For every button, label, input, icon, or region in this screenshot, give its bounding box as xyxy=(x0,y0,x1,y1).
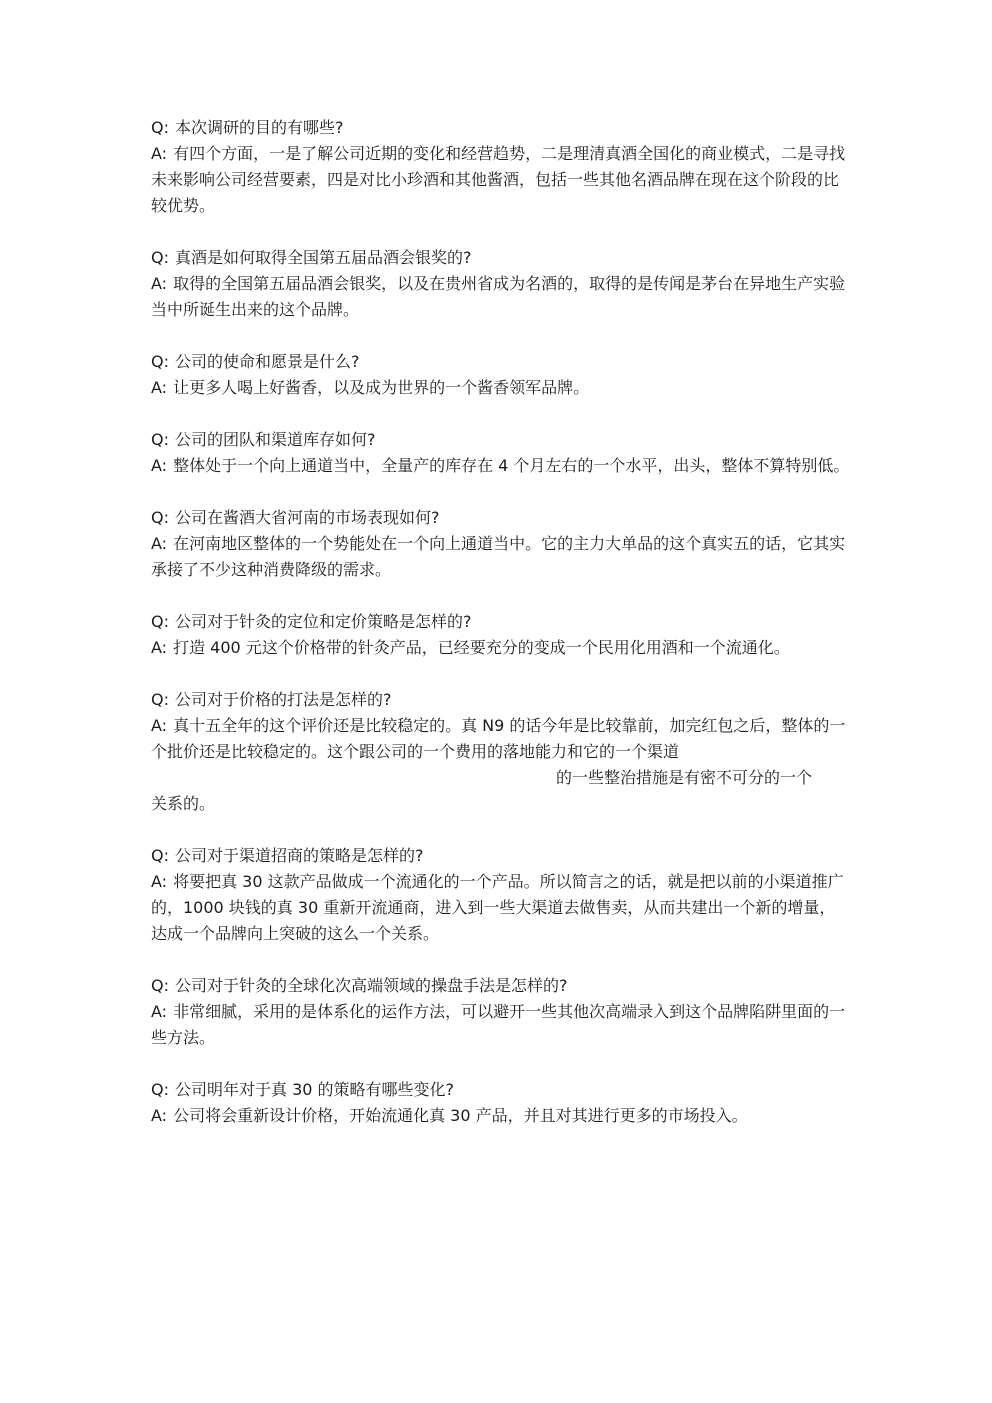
question-line xyxy=(151,973,851,999)
qa-item xyxy=(151,687,851,817)
question-text: 公司的使命和愿景是什么? xyxy=(174,352,360,371)
qa-item xyxy=(151,427,851,479)
answer-text: 非常细腻，采用的是体系化的运作方法，可以避开一些其他次高端录入到这个品牌陷阱里面的一些方法。 xyxy=(151,1002,846,1047)
qa-item xyxy=(151,349,851,401)
question-text: 本次调研的目的有哪些? xyxy=(174,118,344,137)
answer-prefix: A: xyxy=(151,1106,168,1125)
answer-line xyxy=(151,271,851,323)
question-text: 真酒是如何取得全国第五届品酒会银奖的? xyxy=(174,248,472,267)
answer-prefix: A: xyxy=(151,534,168,553)
question-prefix: Q: xyxy=(151,430,169,449)
question-text: 公司对于针灸的全球化次高端领域的操盘手法是怎样的? xyxy=(174,976,568,995)
answer-text: 真十五全年的这个评价还是比较稳定的。真 N9 的话今年是比较靠前，加完红包之后，整体的一个批价还是比较稳定的。这个跟公司的一个费用的落地能力和它的一个渠道 xyxy=(151,716,846,761)
question-text: 公司在酱酒大省河南的市场表现如何? xyxy=(174,508,440,527)
answer-prefix: A: xyxy=(151,716,168,735)
answer-prefix: A: xyxy=(151,872,168,891)
answer-text: 的一些整治措施是有密不可分的一个 xyxy=(556,768,813,787)
question-prefix: Q: xyxy=(151,508,169,527)
question-text: 公司对于渠道招商的策略是怎样的? xyxy=(174,846,424,865)
question-prefix: Q: xyxy=(151,846,169,865)
answer-prefix: A: xyxy=(151,638,168,657)
qa-item xyxy=(151,843,851,947)
question-text: 公司的团队和渠道库存如何? xyxy=(174,430,376,449)
question-line xyxy=(151,427,851,453)
answer-line xyxy=(151,869,851,947)
answer-text: 公司将会重新设计价格，开始流通化真 30 产品，并且对其进行更多的市场投入。 xyxy=(173,1106,748,1125)
question-line xyxy=(151,505,851,531)
answer-prefix: A: xyxy=(151,274,168,293)
question-prefix: Q: xyxy=(151,118,169,137)
question-prefix: Q: xyxy=(151,248,169,267)
question-prefix: Q: xyxy=(151,352,169,371)
answer-line xyxy=(151,1103,851,1129)
question-line xyxy=(151,687,851,713)
answer-prefix: A: xyxy=(151,1002,168,1021)
answer-text: 有四个方面，一是了解公司近期的变化和经营趋势，二是理清真酒全国化的商业模式，二是寻找未来影响公司经营要素，四是对比小珍酒和其他酱酒，包括一些其他名酒品牌在现在这个阶段的比较优势。 xyxy=(151,144,846,215)
answer-line xyxy=(151,141,851,219)
question-line xyxy=(151,349,851,375)
qa-item xyxy=(151,245,851,323)
answer-prefix: A: xyxy=(151,456,168,475)
qa-item xyxy=(151,505,851,583)
qa-list xyxy=(151,115,851,1155)
qa-item xyxy=(151,1077,851,1129)
answer-line xyxy=(151,375,851,401)
question-text: 公司明年对于真 30 的策略有哪些变化? xyxy=(174,1080,455,1099)
question-prefix: Q: xyxy=(151,1080,169,1099)
question-line xyxy=(151,245,851,271)
answer-line xyxy=(151,999,851,1051)
question-line xyxy=(151,115,851,141)
question-prefix: Q: xyxy=(151,690,169,709)
answer-line xyxy=(151,453,851,479)
answer-line xyxy=(151,635,851,661)
answer-text: 在河南地区整体的一个势能处在一个向上通道当中。它的主力大单品的这个真实五的话，它其实承接了不少这种消费降级的需求。 xyxy=(151,534,846,579)
answer-prefix: A: xyxy=(151,144,168,163)
answer-text: 取得的全国第五届品酒会银奖，以及在贵州省成为名酒的，取得的是传闻是茅台在异地生产实验当中所诞生出来的这个品牌。 xyxy=(151,274,846,319)
answer-text: 将要把真 30 这款产品做成一个流通化的一个产品。所以简言之的话，就是把以前的小渠道推广的，1000 块钱的真 30 重新开流通商，进入到一些大渠道去做售卖，从而共建出一个新的增量，达成一个品牌向上突破的这么一个关系。 xyxy=(151,872,844,943)
question-prefix: Q: xyxy=(151,976,169,995)
qa-item xyxy=(151,609,851,661)
question-text: 公司对于价格的打法是怎样的? xyxy=(174,690,392,709)
answer-line xyxy=(151,531,851,583)
question-line xyxy=(151,843,851,869)
question-text: 公司对于针灸的定位和定价策略是怎样的? xyxy=(174,612,472,631)
answer-text: 打造 400 元这个价格带的针灸产品，已经要充分的变成一个民用化用酒和一个流通化。 xyxy=(173,638,790,657)
question-line xyxy=(151,609,851,635)
answer-prefix: A: xyxy=(151,378,168,397)
question-line xyxy=(151,1077,851,1103)
qa-item xyxy=(151,973,851,1051)
answer-line xyxy=(151,713,851,817)
answer-text: 关系的。 xyxy=(151,794,216,813)
answer-text: 让更多人喝上好酱香，以及成为世界的一个酱香领军品牌。 xyxy=(173,378,590,397)
answer-text: 整体处于一个向上通道当中，全量产的库存在 4 个月左右的一个水平，出头，整体不算特别低。 xyxy=(173,456,850,475)
question-prefix: Q: xyxy=(151,612,169,631)
qa-item xyxy=(151,115,851,219)
